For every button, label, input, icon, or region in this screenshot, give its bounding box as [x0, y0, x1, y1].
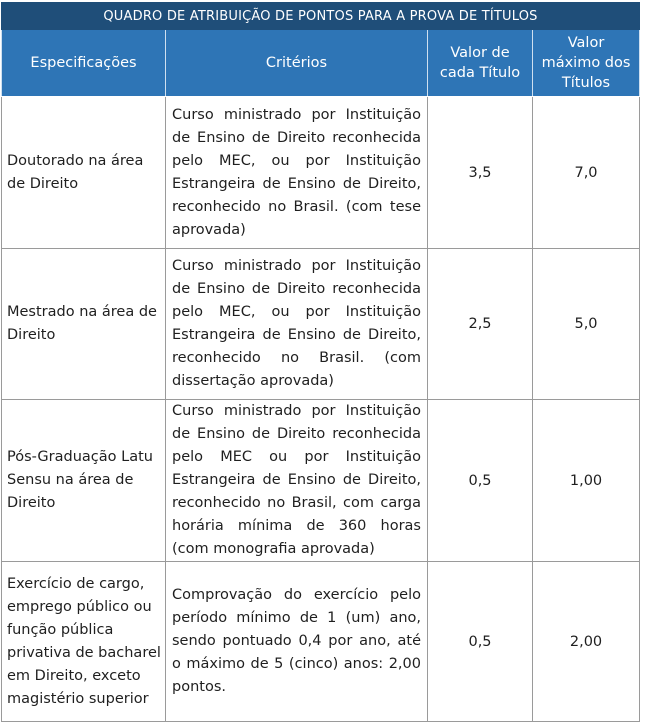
table-row: [2, 400, 640, 562]
cell-valor: 2,5: [428, 249, 533, 400]
cell-especificacao: Pós-Graduação Latu Sensu na área de Direito: [2, 400, 166, 562]
table-row: [2, 249, 640, 400]
cell-especificacao: Mestrado na área de Direito: [2, 249, 166, 400]
cell-maximo: 1,00: [533, 400, 640, 562]
cell-criterio: Curso ministrado por Instituição de Ensino de Direito reconhecida pelo MEC, ou por Instituição Estrangeira de Ensino de Direito, reconhecido no Brasil. (com tese aprovada): [166, 97, 428, 249]
cell-especificacao: Doutorado na área de Direito: [2, 97, 166, 249]
cell-maximo: 5,0: [533, 249, 640, 400]
cell-especificacao: Exercício de cargo, emprego público ou função pública privativa de bacharel em Direito, exceto magistério superior: [2, 562, 166, 722]
cell-valor: 0,5: [428, 400, 533, 562]
cell-criterio: Curso ministrado por Instituição de Ensino de Direito reconhecida pelo MEC, ou por Instituição Estrangeira de Ensino de Direito, reconhecido no Brasil. (com dissertação aprovada): [166, 249, 428, 400]
header-especificacoes: Especificações: [2, 30, 166, 97]
points-table: [1, 2, 640, 722]
cell-maximo: 2,00: [533, 562, 640, 722]
cell-valor: 3,5: [428, 97, 533, 249]
table-row: [2, 562, 640, 722]
header-valor-de-cada-titulo: Valor de cada Título: [428, 30, 533, 97]
header-criterios: Critérios: [166, 30, 428, 97]
cell-valor: 0,5: [428, 562, 533, 722]
table-row: [2, 97, 640, 249]
cell-criterio: Curso ministrado por Instituição de Ensino de Direito reconhecida pelo MEC ou por Instituição Estrangeira de Ensino de Direito, reconhecido no Brasil, com carga horária mínima de 360 horas (com monografia aprovada): [166, 400, 428, 562]
table-title: QUADRO DE ATRIBUIÇÃO DE PONTOS PARA A PROVA DE TÍTULOS: [2, 3, 640, 30]
cell-criterio: Comprovação do exercício pelo período mínimo de 1 (um) ano, sendo pontuado 0,4 por ano, até o máximo de 5 (cinco) anos: 2,00 pontos.: [166, 562, 428, 722]
header-valor-maximo: Valor máximo dos Títulos: [533, 30, 640, 97]
cell-maximo: 7,0: [533, 97, 640, 249]
